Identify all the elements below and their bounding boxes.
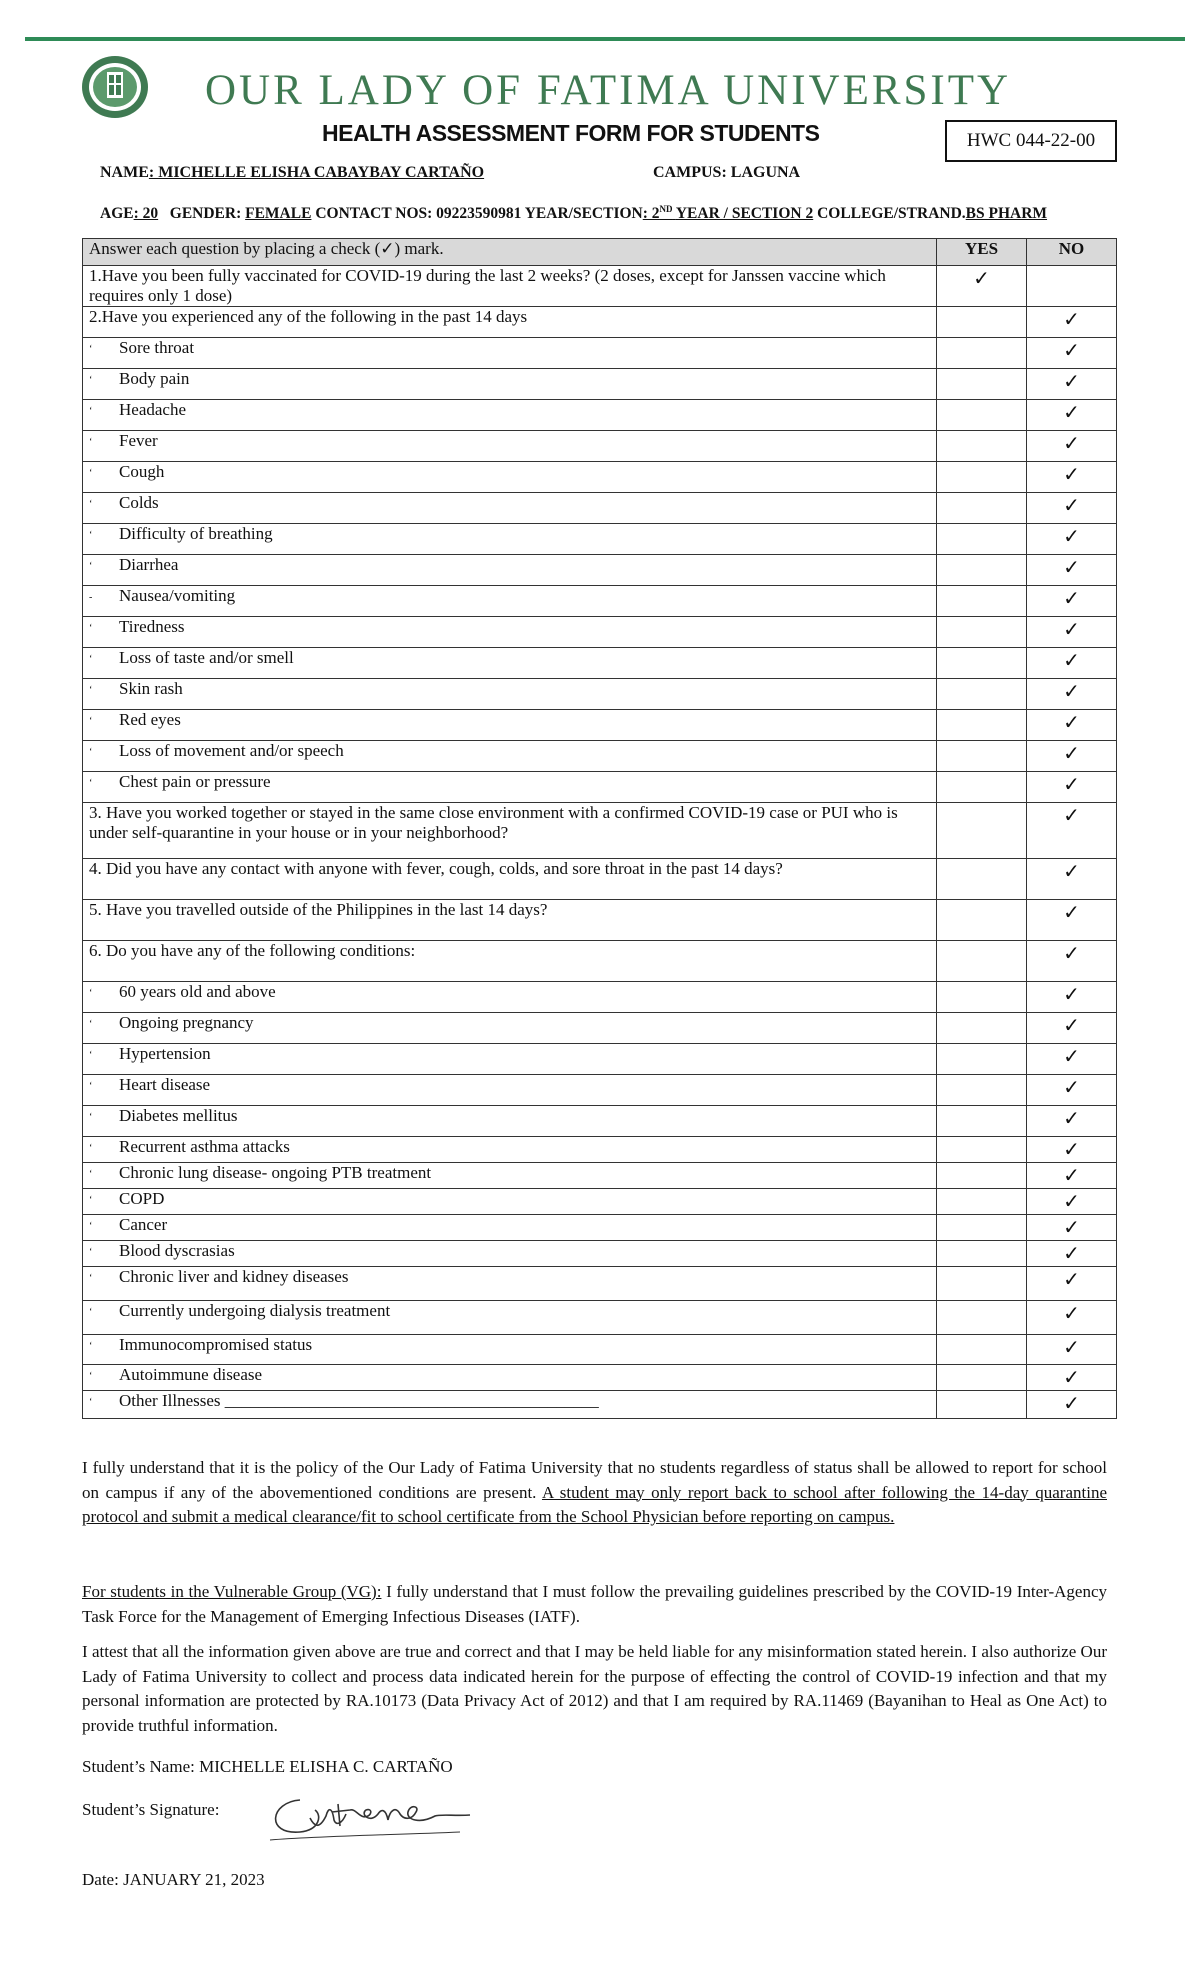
question-cell [83,524,937,555]
question-text: Difficulty of breathing [119,524,273,543]
no-answer-cell[interactable]: ✓ [1027,586,1117,617]
no-answer-cell[interactable]: ✓ [1027,648,1117,679]
question-text: Ongoing pregnancy [119,1013,254,1032]
table-row [83,710,1117,741]
student-info-line-1 [100,164,801,182]
student-info-line-2 [100,204,1047,223]
table-row [83,369,1117,400]
table-row [83,1189,1117,1215]
question-cell [83,1365,937,1391]
question-text: Other Illnesses ____________________________________________ [119,1391,599,1410]
question-cell [83,266,937,307]
no-answer-cell[interactable]: ✓ [1027,772,1117,803]
bullet-icon: ‘ [89,653,93,665]
no-answer-cell[interactable]: ✓ [1027,1391,1117,1419]
table-row [83,1137,1117,1163]
yes-answer-cell[interactable] [937,524,1027,555]
table-row [83,1267,1117,1301]
table-row [83,338,1117,369]
yes-answer-cell[interactable] [937,307,1027,338]
bullet-icon: ‘ [89,1220,93,1232]
no-answer-cell[interactable]: ✓ [1027,431,1117,462]
question-cell [83,493,937,524]
bullet-icon: ‘ [89,1111,93,1123]
table-header-row [83,239,1117,266]
table-row [83,982,1117,1013]
yes-answer-cell[interactable] [937,1241,1027,1267]
bullet-icon: ‘ [89,1080,93,1092]
yes-column-header: YES [937,239,1027,266]
gender-value: FEMALE [245,205,312,223]
date: Date: JANUARY 21, 2023 [82,1870,265,1889]
yes-answer-cell[interactable] [937,586,1027,617]
table-row [83,524,1117,555]
question-text: Loss of taste and/or smell [119,648,294,667]
question-text: Sore throat [119,338,195,357]
question-text: 2.Have you experienced any of the following in the past 14 days [89,307,528,326]
question-cell [83,617,937,648]
instruction-header: Answer each question by placing a check (✓) mark. [83,239,937,266]
question-cell [83,941,937,982]
question-cell [83,648,937,679]
question-cell [83,900,937,941]
bullet-icon: ‘ [89,560,93,572]
policy-statement [82,1456,1107,1530]
table-row [83,617,1117,648]
table-row [83,1365,1117,1391]
yes-answer-cell[interactable] [937,1106,1027,1137]
table-row [83,803,1117,859]
form-code: HWC 044-22-00 [945,120,1117,162]
bullet-icon: ‘ [89,498,93,510]
header-rule [25,37,1185,41]
question-text: Immunocompromised status [119,1335,313,1354]
no-answer-cell[interactable]: ✓ [1027,1106,1117,1137]
bullet-icon: ‘ [89,1194,93,1206]
question-cell [83,772,937,803]
no-answer-cell[interactable] [1027,266,1117,307]
age-value: : 20 [133,205,159,223]
no-answer-cell[interactable]: ✓ [1027,1267,1117,1301]
yes-answer-cell[interactable] [937,431,1027,462]
yes-answer-cell[interactable] [937,803,1027,859]
bullet-icon: ‘ [89,1049,93,1061]
question-cell [83,462,937,493]
question-cell [83,586,937,617]
no-answer-cell[interactable]: ✓ [1027,1241,1117,1267]
yes-answer-cell[interactable] [937,1335,1027,1365]
question-text: Cough [119,462,165,481]
bullet-icon: ‘ [89,715,93,727]
question-text: Nausea/vomiting [119,586,236,605]
yes-answer-cell[interactable] [937,710,1027,741]
no-answer-cell[interactable]: ✓ [1027,493,1117,524]
question-cell [83,710,937,741]
table-row [83,772,1117,803]
question-cell [83,679,937,710]
yes-answer-cell[interactable] [937,1301,1027,1335]
yes-answer-cell[interactable] [937,679,1027,710]
no-answer-cell[interactable]: ✓ [1027,1137,1117,1163]
no-answer-cell[interactable]: ✓ [1027,555,1117,586]
no-answer-cell[interactable]: ✓ [1027,617,1117,648]
vulnerable-group-statement [82,1580,1107,1629]
question-text: Chronic lung disease- ongoing PTB treatment [119,1163,432,1182]
table-row [83,307,1117,338]
table-row [83,1335,1117,1365]
question-text: Diabetes mellitus [119,1106,238,1125]
no-answer-cell[interactable]: ✓ [1027,859,1117,900]
yes-answer-cell[interactable] [937,369,1027,400]
bullet-icon: ‘ [89,777,93,789]
table-row [83,900,1117,941]
yes-answer-cell[interactable] [937,338,1027,369]
yes-answer-cell[interactable] [937,859,1027,900]
yes-answer-cell[interactable] [937,617,1027,648]
no-answer-cell[interactable]: ✓ [1027,941,1117,982]
question-cell [83,307,937,338]
question-text: Headache [119,400,187,419]
bullet-icon: ‘ [89,622,93,634]
question-cell [83,431,937,462]
bullet-icon: ‘ [89,1142,93,1154]
signature-label: Student’s Signature: [82,1800,220,1819]
no-answer-cell[interactable]: ✓ [1027,369,1117,400]
yes-answer-cell[interactable] [937,1013,1027,1044]
question-cell [83,1106,937,1137]
yes-answer-cell[interactable] [937,772,1027,803]
question-text: Currently undergoing dialysis treatment [119,1301,391,1320]
student-signature-icon [260,1780,480,1850]
no-answer-cell[interactable]: ✓ [1027,679,1117,710]
bullet-icon: ‘ [89,1018,93,1030]
question-text: Recurrent asthma attacks [119,1137,290,1156]
bullet-icon: ‘ [89,1396,93,1408]
bullet-icon: ‘ [89,1272,93,1284]
question-text: Hypertension [119,1044,211,1063]
table-row [83,493,1117,524]
question-cell [83,1137,937,1163]
university-seal-icon [80,54,150,120]
form-title: HEALTH ASSESSMENT FORM FOR STUDENTS [322,120,820,146]
name-value: : MICHELLE ELISHA CABAYBAY CARTAÑO [148,164,485,181]
table-row [83,555,1117,586]
bullet-icon: ‘ [89,374,93,386]
no-answer-cell[interactable]: ✓ [1027,1301,1117,1335]
table-row [83,1301,1117,1335]
table-row [83,1163,1117,1189]
college-label: COLLEGE/STRAND. [817,205,966,223]
university-name: OUR LADY OF FATIMA UNIVERSITY [205,67,1012,114]
table-row [83,941,1117,982]
bullet-icon: ‘ [89,467,93,479]
name-label: NAME [100,164,149,181]
table-row [83,859,1117,900]
question-text: Chronic liver and kidney diseases [119,1267,349,1286]
attestation-statement: I attest that all the information given above are true and correct and that I may be held liable for any misinformation stated herein. I also authorize Our Lady of Fatima University to collect and process data indicated herein for the purpose of effecting the control of COVID-19 infection and that my personal information are protected by RA.10173 (Data Privacy Act of 2012) and that I am required by RA.11469 (Bayanihan to Heal as One Act) to provide truthful information. [82,1642,1107,1735]
contact: CONTACT NOS: 09223590981 YEAR/SECTION [315,205,643,223]
question-cell [83,338,937,369]
no-answer-cell[interactable]: ✓ [1027,1044,1117,1075]
no-answer-cell[interactable]: ✓ [1027,982,1117,1013]
bullet-icon: ‘ [89,343,93,355]
vulnerable-group-text: I fully understand that I must follow the prevailing guidelines prescribed by the COVID-19 Inter-Agency Task Force for the Management of Emerging Infectious Diseases (IATF). [82,1582,1107,1626]
no-answer-cell[interactable]: ✓ [1027,338,1117,369]
question-text: Blood dyscrasias [119,1241,235,1260]
question-text: 4. Did you have any contact with anyone with fever, cough, colds, and sore throat in the past 14 days? [89,859,783,878]
yes-answer-cell[interactable] [937,1163,1027,1189]
no-answer-cell[interactable]: ✓ [1027,1215,1117,1241]
table-row [83,679,1117,710]
policy-text: I fully understand that it is the policy of the Our Lady of Fatima University that no students regardless of status shall be allowed to report for school on campus if any of the abovementioned conditions are present. [82,1458,1107,1502]
question-cell [83,1267,937,1301]
question-cell [83,803,937,859]
yes-answer-cell[interactable] [937,982,1027,1013]
bullet-icon: ‘ [89,987,93,999]
question-cell [83,741,937,772]
table-row [83,1391,1117,1419]
student-name-footer: Student’s Name: MICHELLE ELISHA C. CARTAÑO [82,1757,453,1776]
no-answer-cell[interactable]: ✓ [1027,1189,1117,1215]
yes-answer-cell[interactable] [937,400,1027,431]
bullet-icon: ‘ [89,746,93,758]
yes-answer-cell[interactable] [937,1365,1027,1391]
question-cell [83,1301,937,1335]
table-row [83,400,1117,431]
yes-answer-cell[interactable] [937,1075,1027,1106]
yes-answer-cell[interactable] [937,1391,1027,1419]
question-cell [83,859,937,900]
age-label: AGE [100,205,134,223]
question-text: 6. Do you have any of the following conditions: [89,941,416,960]
table-row [83,1241,1117,1267]
question-cell [83,1335,937,1365]
question-text: Autoimmune disease [119,1365,263,1384]
yes-answer-cell[interactable] [937,1215,1027,1241]
yes-answer-cell[interactable] [937,1137,1027,1163]
question-text: Chest pain or pressure [119,772,271,791]
no-answer-cell[interactable]: ✓ [1027,1365,1117,1391]
question-cell [83,1044,937,1075]
question-text: 3. Have you worked together or stayed in the same close environment with a confirmed COVID-19 case or PUI who is under self-quarantine in your house or in your neighborhood? [89,803,898,842]
bullet-icon: ‘ [89,436,93,448]
table-row [83,741,1117,772]
question-text: Red eyes [119,710,181,729]
table-row [83,431,1117,462]
question-cell [83,1189,937,1215]
university-header [80,52,1140,124]
question-cell [83,400,937,431]
no-answer-cell[interactable]: ✓ [1027,710,1117,741]
yes-answer-cell[interactable] [937,1267,1027,1301]
no-answer-cell[interactable]: ✓ [1027,803,1117,859]
bullet-icon: ‘ [89,1306,93,1318]
yes-answer-cell[interactable] [937,741,1027,772]
table-row [83,648,1117,679]
yes-answer-cell[interactable] [937,941,1027,982]
no-answer-cell[interactable]: ✓ [1027,307,1117,338]
health-assessment-table [82,238,1117,1419]
question-text: Body pain [119,369,190,388]
question-text: 5. Have you travelled outside of the Philippines in the last 14 days? [89,900,548,919]
question-text: Heart disease [119,1075,211,1094]
no-answer-cell[interactable]: ✓ [1027,400,1117,431]
question-text: COPD [119,1189,165,1208]
bullet-icon: ‘ [89,1246,93,1258]
yes-answer-cell[interactable] [937,900,1027,941]
yes-answer-cell[interactable] [937,1189,1027,1215]
table-row [83,1106,1117,1137]
question-cell [83,1013,937,1044]
bullet-icon: ‘ [89,1370,93,1382]
yes-answer-cell[interactable] [937,1044,1027,1075]
table-row [83,266,1117,307]
table-row [83,1075,1117,1106]
question-text: Cancer [119,1215,168,1234]
bullet-icon: - [89,591,93,603]
bullet-icon: ‘ [89,1168,93,1180]
table-row [83,462,1117,493]
table-row [83,1215,1117,1241]
no-answer-cell[interactable]: ✓ [1027,1013,1117,1044]
question-cell [83,1215,937,1241]
no-answer-cell[interactable]: ✓ [1027,1075,1117,1106]
question-cell [83,555,937,586]
yes-answer-cell[interactable] [937,555,1027,586]
table-row [83,586,1117,617]
bullet-icon: ‘ [89,1340,93,1352]
question-rows [83,266,1117,1419]
no-answer-cell[interactable]: ✓ [1027,900,1117,941]
no-answer-cell[interactable]: ✓ [1027,741,1117,772]
question-text: Fever [119,431,158,450]
question-cell [83,369,937,400]
year-section-value: : 2ND YEAR / SECTION 2 [642,204,814,223]
no-answer-cell[interactable]: ✓ [1027,1335,1117,1365]
college-value: BS PHARM [965,205,1048,223]
question-text: Loss of movement and/or speech [119,741,344,760]
question-text: Diarrhea [119,555,179,574]
yes-answer-cell[interactable]: ✓ [937,266,1027,307]
table-row [83,1013,1117,1044]
no-answer-cell[interactable]: ✓ [1027,462,1117,493]
yes-answer-cell[interactable] [937,493,1027,524]
no-column-header: NO [1027,239,1117,266]
table-row [83,1044,1117,1075]
question-cell [83,1241,937,1267]
campus: CAMPUS: LAGUNA [653,164,801,181]
vulnerable-group-label: For students in the Vulnerable Group (VG): [82,1582,382,1601]
no-answer-cell[interactable]: ✓ [1027,524,1117,555]
bullet-icon: ‘ [89,684,93,696]
question-text: Skin rash [119,679,183,698]
question-text: Tiredness [119,617,185,636]
question-text: 60 years old and above [119,982,276,1001]
yes-answer-cell[interactable] [937,462,1027,493]
policy-underlined-text: A student may only report back to school after following the 14-day quarantine protocol and submit a medical clearance/fit to school certificate from the School Physician before reporting on campus. [82,1482,1107,1526]
question-cell [83,1075,937,1106]
no-answer-cell[interactable]: ✓ [1027,1163,1117,1189]
question-cell [83,1391,937,1419]
question-text: Colds [119,493,159,512]
gender-label: GENDER: [169,205,242,223]
question-text: 1.Have you been fully vaccinated for COVID-19 during the last 2 weeks? (2 doses, except for Janssen vaccine which requires only 1 dose) [89,266,886,305]
question-cell [83,1163,937,1189]
yes-answer-cell[interactable] [937,648,1027,679]
bullet-icon: ‘ [89,405,93,417]
question-cell [83,982,937,1013]
bullet-icon: ‘ [89,529,93,541]
